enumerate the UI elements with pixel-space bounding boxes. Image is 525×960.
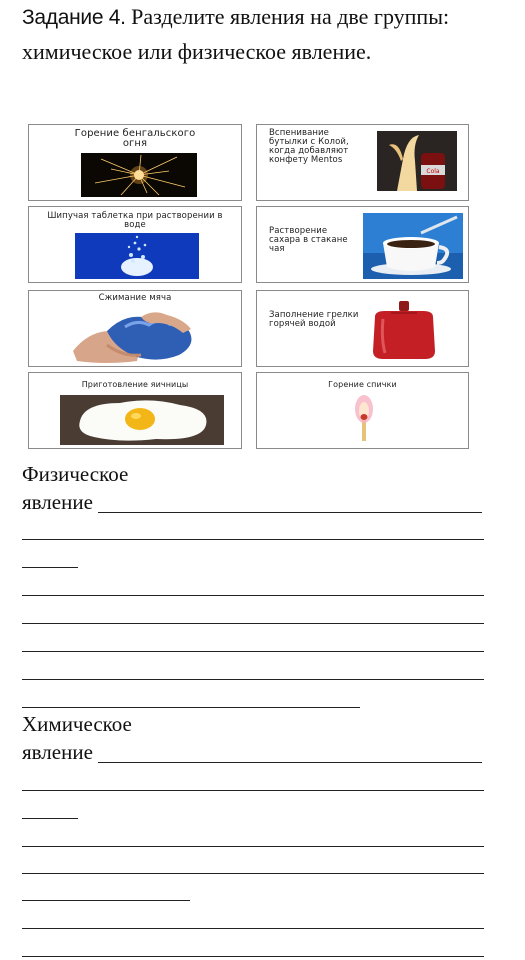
- chemical-heading: [22, 710, 132, 766]
- cola-mentos-image: [377, 131, 457, 191]
- answer-line[interactable]: [22, 707, 360, 708]
- card-fizzy-tablet: [28, 206, 242, 283]
- task-text: Разделите явления на две группы: химическое или физическое явление.: [22, 4, 450, 64]
- answer-line[interactable]: [22, 818, 78, 819]
- answer-line[interactable]: [22, 679, 484, 680]
- card-caption: Горение бенгальского огня: [74, 128, 196, 149]
- card-fried-egg: [28, 372, 242, 449]
- card-caption: Шипучая таблетка при растворении в воде: [47, 211, 223, 230]
- fizzy-tablet-image: [75, 233, 199, 279]
- card-caption: Растворение сахара в стакане чая: [269, 226, 348, 254]
- chemical-label-line1: Химическое: [22, 712, 132, 736]
- card-sparkler: [28, 124, 242, 201]
- task-statement: [22, 0, 502, 69]
- answer-line[interactable]: [22, 567, 78, 568]
- answer-line[interactable]: [22, 928, 484, 929]
- card-tea-cup: [256, 206, 469, 283]
- answer-line[interactable]: [22, 539, 484, 540]
- burning-match-image: [349, 393, 379, 443]
- hot-water-bottle-image: [361, 299, 447, 361]
- physical-label-line2: явление: [22, 490, 93, 514]
- physical-label-line1: Физическое: [22, 462, 129, 486]
- answer-line[interactable]: [98, 512, 482, 513]
- answer-line[interactable]: [98, 762, 482, 763]
- answer-line[interactable]: [22, 956, 484, 957]
- answer-line[interactable]: [22, 846, 484, 847]
- squeezed-ball-image: [67, 305, 207, 365]
- card-cola-mentos: [256, 124, 469, 201]
- answer-line[interactable]: [22, 900, 190, 901]
- card-hot-water-bottle: [256, 290, 469, 367]
- sparkler-image: [81, 153, 197, 197]
- card-squeezed-ball: [28, 290, 242, 367]
- answer-line[interactable]: [22, 595, 484, 596]
- answer-line[interactable]: [22, 873, 484, 874]
- fried-egg-image: [60, 395, 224, 445]
- physical-heading: [22, 460, 128, 516]
- tea-cup-image: [363, 213, 463, 279]
- answer-line[interactable]: [22, 651, 484, 652]
- card-caption: Приготовление яичницы: [81, 380, 189, 389]
- cola-logo: Cola: [426, 168, 440, 175]
- answer-line[interactable]: [22, 790, 484, 791]
- card-burning-match: [256, 372, 469, 449]
- card-caption: Сжимание мяча: [98, 293, 172, 303]
- card-caption: Горение спички: [328, 380, 397, 389]
- chemical-label-line2: явление: [22, 740, 93, 764]
- task-label: Задание 4.: [22, 6, 126, 29]
- card-caption: Вспенивание бутылки с Колой, когда добавляют конфету Mentos: [269, 128, 349, 165]
- card-caption: Заполнение грелки горячей водой: [269, 310, 359, 329]
- answer-line[interactable]: [22, 623, 484, 624]
